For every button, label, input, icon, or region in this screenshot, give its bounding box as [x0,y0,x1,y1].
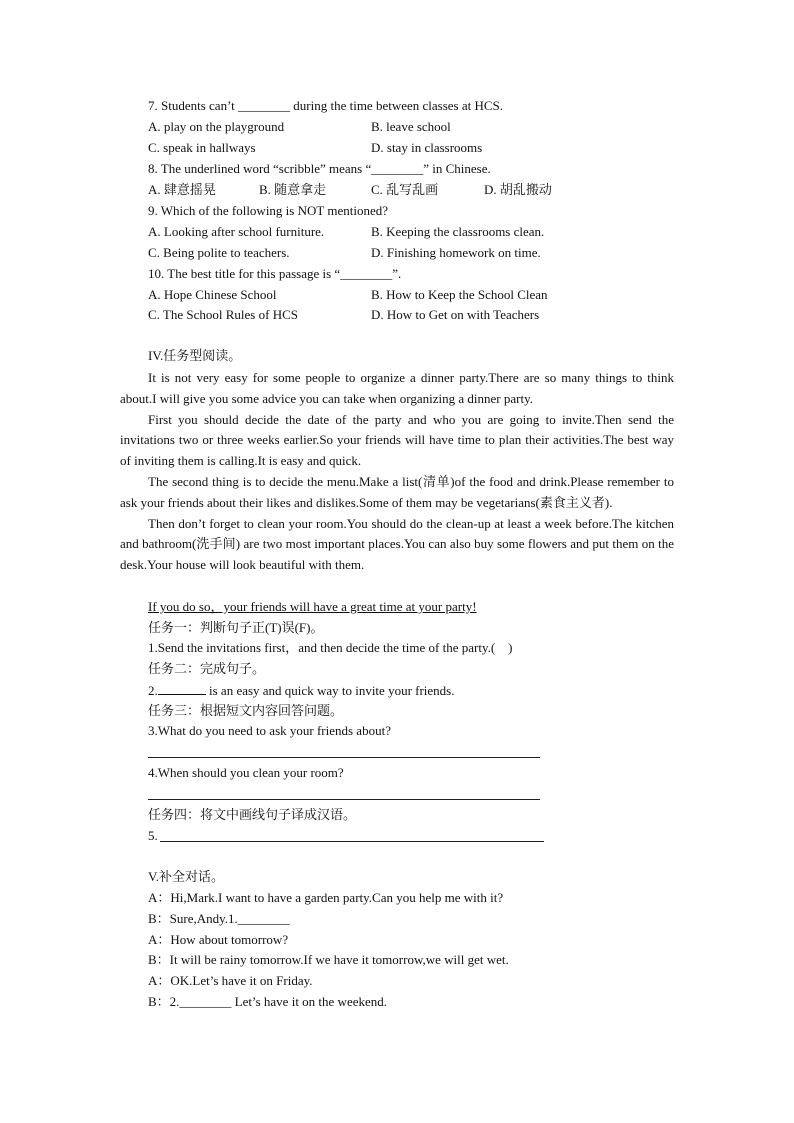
task3-question-3: 3.What do you need to ask your friends about? [148,723,391,738]
q8-option-b: B. 随意拿走 [259,182,327,197]
q8-options [0,182,794,200]
underlined-sentence: If you do so，your friends will have a great time at your party! [148,599,477,614]
q7-option-c: C. speak in hallways [148,140,256,155]
q10-option-a: A. Hope Chinese School [148,287,277,302]
task1-heading: 任务一：判断句子正(T)误(F)。 [148,620,324,635]
q7-option-b: B. leave school [371,119,451,134]
dialogue-line: B：2.________ Let’s have it on the weekend. [148,994,388,1009]
passage-paragraph-2: First you should decide the date of the party and who you are going to invite.Then send the invitations two or three weeks earlier.So your friends will have time to plan their activities.The best way of inviting them is calling.It is easy and quick. [120,411,674,469]
q8-option-a: A. 肆意摇晃 [148,182,216,197]
task2-number: 2. [148,683,158,698]
reading-passage [120,368,674,576]
dialogue-line: B：It will be rainy tomorrow.If we have it tomorrow,we will get wet. [148,952,509,967]
task2-answer-blank[interactable] [158,682,206,695]
dialogue-line: A：How about tomorrow? [148,932,289,947]
q10-option-c: C. The School Rules of HCS [148,307,298,322]
q9-option-b: B. Keeping the classrooms clean. [371,224,545,239]
section5-heading: V.补全对话。 [148,869,224,884]
task4-heading: 任务四：将文中画线句子译成汉语。 [148,807,357,822]
task2-heading: 任务二：完成句子。 [148,661,266,676]
section4-heading: IV.任务型阅读。 [148,348,242,363]
dialogue-line: A：OK.Let’s have it on Friday. [148,973,313,988]
q7-option-a: A. play on the playground [148,119,285,134]
q10-option-d: D. How to Get on with Teachers [371,307,540,322]
q9-option-d: D. Finishing homework on time. [371,245,541,260]
q10-option-b: B. How to Keep the School Clean [371,287,548,302]
passage-paragraph-1: It is not very easy for some people to organize a dinner party.There are so many things to think about.I will give you some advice you can take when organizing a dinner party. [120,370,674,406]
answer-line-3[interactable] [148,757,540,758]
q7-option-d: D. stay in classrooms [371,140,483,155]
q9-stem: 9. Which of the following is NOT mentioned? [148,203,388,218]
q8-option-c: C. 乱写乱画 [371,182,439,197]
task3-heading: 任务三：根据短文内容回答问题。 [148,703,344,718]
task4-question: 5. [148,828,158,843]
dialogue-line: B：Sure,Andy.1.________ [148,911,290,926]
answer-line-4[interactable] [148,799,540,800]
passage-paragraph-3: The second thing is to decide the menu.Make a list(清单)of the food and drink.Please remember to ask your friends about their likes and dislikes.Some of them may be vegetarians(素食主义者). [120,473,674,510]
task1-question: 1.Send the invitations first，and then decide the time of the party.( ) [148,640,513,655]
task2-text: is an easy and quick way to invite your friends. [205,683,455,698]
dialogue-line: A：Hi,Mark.I want to have a garden party.Can you help me with it? [148,890,504,905]
task3-question-4: 4.When should you clean your room? [148,765,344,780]
q9-option-c: C. Being polite to teachers. [148,245,290,260]
q8-stem: 8. The underlined word “scribble” means “________” in Chinese. [148,161,491,176]
q8-option-d: D. 胡乱搬动 [484,182,552,197]
q9-option-a: A. Looking after school furniture. [148,224,325,239]
q10-stem: 10. The best title for this passage is “________”. [148,266,402,281]
answer-line-5[interactable] [160,841,544,842]
task2-question [148,682,455,699]
passage-paragraph-4: Then don’t forget to clean your room.You should do the clean-up at least a week before.The kitchen and bathroom(洗手间) are two most important places.You can also buy some flowers and put them on the desk.Your house will look beautiful with them. [120,515,674,573]
q7-stem: 7. Students can’t ________ during the time between classes at HCS. [148,98,504,113]
